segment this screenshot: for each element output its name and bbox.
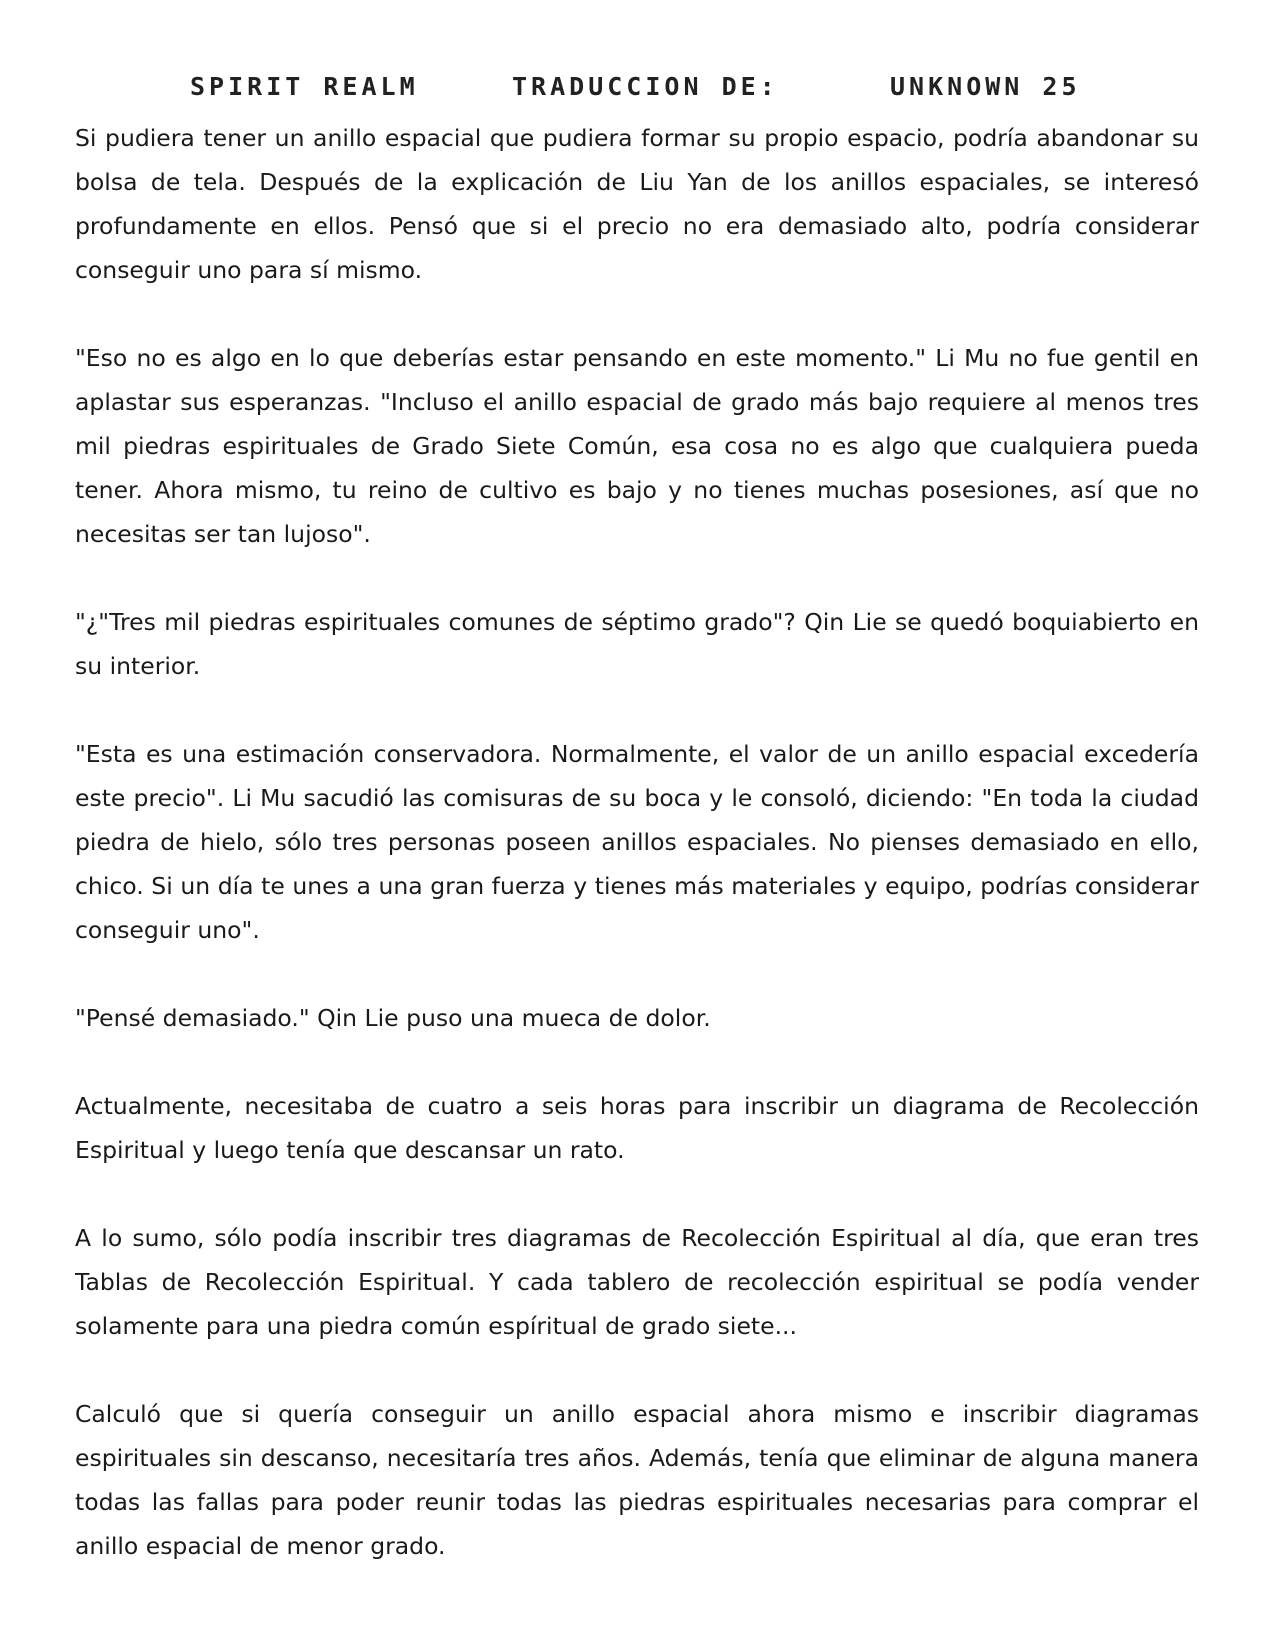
header-translation-label: TRADUCCION DE: (512, 72, 779, 101)
header-title: SPIRIT REALM (190, 72, 419, 101)
paragraph: Si pudiera tener un anillo espacial que pudiera formar su propio espacio, podría abandonar su bolsa de tela. Después de la explicación de Liu Yan de los anillos espaciales, se interesó profundamente en ellos. Pensó que si el precio no era demasiado alto, podría considerar conseguir uno para sí mismo. (75, 124, 1199, 284)
header-translator: UNKNOWN 25 (890, 72, 1081, 101)
page-header (190, 72, 1090, 112)
paragraph: "¿"Tres mil piedras espirituales comunes de séptimo grado"? Qin Lie se quedó boquiabierto en su interior. (75, 608, 1199, 680)
paragraph: Actualmente, necesitaba de cuatro a seis horas para inscribir un diagrama de Recolección Espiritual y luego tenía que descansar un rato. (75, 1092, 1199, 1164)
paragraph: Calculó que si quería conseguir un anillo espacial ahora mismo e inscribir diagramas espirituales sin descanso, necesitaría tres años. Además, tenía que eliminar de alguna manera todas las fallas para poder reunir todas las piedras espirituales necesarias para comprar el anillo espacial de menor grado. (75, 1400, 1199, 1560)
paragraph: A lo sumo, sólo podía inscribir tres diagramas de Recolección Espiritual al día, que eran tres Tablas de Recolección Espiritual. Y cada tablero de recolección espiritual se podía vender solamente para una piedra común espíritual de grado siete... (75, 1224, 1199, 1340)
paragraph: "Eso no es algo en lo que deberías estar pensando en este momento." Li Mu no fue gentil en aplastar sus esperanzas. "Incluso el anillo espacial de grado más bajo requiere al menos tres mil piedras espirituales de Grado Siete Común, esa cosa no es algo que cualquiera pueda tener. Ahora mismo, tu reino de cultivo es bajo y no tienes muchas posesiones, así que no necesitas ser tan lujoso". (75, 344, 1199, 548)
paragraph: "Esta es una estimación conservadora. Normalmente, el valor de un anillo espacial excedería este precio". Li Mu sacudió las comisuras de su boca y le consoló, diciendo: "En toda la ciudad piedra de hielo, sólo tres personas poseen anillos espaciales. No pienses demasiado en ello, chico. Si un día te unes a una gran fuerza y tienes más materiales y equipo, podrías considerar conseguir uno". (75, 740, 1199, 944)
paragraph: "Pensé demasiado." Qin Lie puso una mueca de dolor. (75, 1004, 711, 1032)
document-body (75, 116, 1199, 1612)
